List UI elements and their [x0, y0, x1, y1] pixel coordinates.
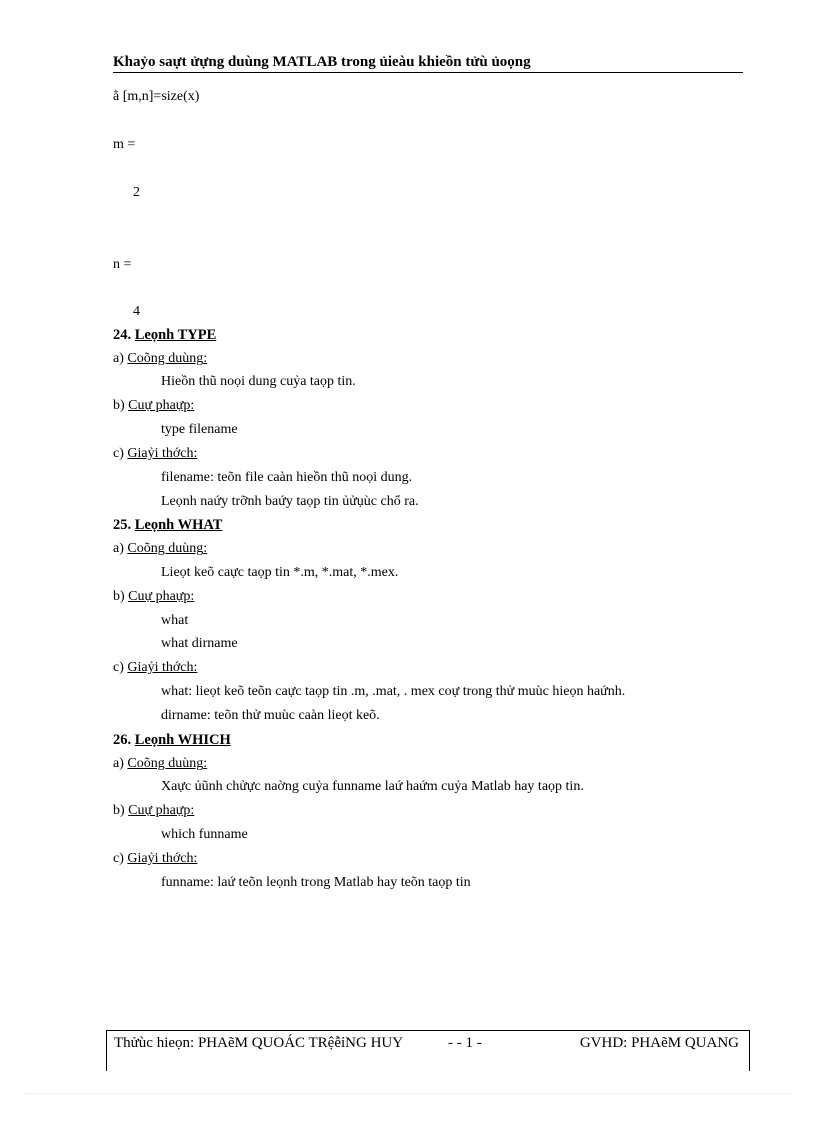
label-colon: : [190, 398, 195, 413]
label-colon: : [203, 756, 208, 771]
section-number: 24. [113, 327, 132, 343]
usage-text: Lieọt keõ caực taọp tin *.m, *.mat, *.mex. [161, 565, 399, 580]
code-m-value: 2 [133, 185, 140, 200]
explain-line: funname: laứ teõn leọnh trong Matlab hay teõn taọp tin [161, 875, 471, 890]
item-prefix: c) [113, 851, 124, 866]
explain-label: Giaỷi thớch [127, 851, 194, 866]
usage-text: Hieồn thũ noọi dung cuỷa taọp tin. [161, 374, 356, 389]
explain-line: Leọnh naứy trỡnh baứy taọp tin ủửụùc chổ ra. [161, 494, 419, 509]
section-heading [113, 326, 216, 344]
label-colon: : [203, 541, 208, 556]
syntax-row [113, 397, 194, 415]
usage-row [113, 350, 207, 368]
section-title: Leọnh WHAT [134, 517, 223, 533]
item-prefix: a) [113, 351, 124, 366]
explain-line: what: lieọt keõ teõn caực taọp tin .m, .mat, . mex coự trong thử muùc hieọn haứnh. [161, 684, 626, 699]
item-prefix: c) [113, 660, 124, 675]
usage-label: Coõng duùng [127, 351, 204, 366]
explain-row [113, 659, 197, 677]
footer-page-number: - - 1 - [448, 1035, 482, 1051]
syntax-line: which funname [161, 827, 248, 842]
label-colon: : [190, 589, 195, 604]
explain-row [113, 445, 197, 463]
syntax-label: Cuự phaựp [128, 398, 191, 413]
section-number: 26. [113, 732, 132, 748]
syntax-line: what [161, 613, 189, 628]
item-prefix: c) [113, 446, 124, 461]
usage-label: Coõng duùng [127, 756, 204, 771]
syntax-row [113, 802, 194, 820]
item-prefix: b) [113, 803, 125, 818]
explain-label: Giaỷi thớch [127, 446, 194, 461]
syntax-row [113, 588, 194, 606]
usage-text: Xaực ủũnh chửực naờng cuỷa funname laứ haứm cuỷa Matlab hay taọp tin. [161, 779, 584, 794]
usage-row [113, 540, 207, 558]
item-prefix: b) [113, 589, 125, 604]
label-colon: : [193, 660, 198, 675]
explain-line: filename: teõn file caàn hieồn thũ noọi dung. [161, 470, 413, 485]
usage-row [113, 755, 207, 773]
footer-advisor: GVHD: PHAẽM QUANG [579, 1035, 739, 1051]
explain-line: dirname: teõn thử muùc caàn lieọt keõ. [161, 708, 380, 723]
page-footer [106, 1030, 750, 1071]
code-command: ằ [m,n]=size(x) [113, 89, 200, 104]
item-prefix: a) [113, 756, 124, 771]
label-colon: : [193, 851, 198, 866]
item-prefix: a) [113, 541, 124, 556]
label-colon: : [193, 446, 198, 461]
label-colon: : [203, 351, 208, 366]
code-m-label: m = [113, 137, 136, 152]
explain-row [113, 850, 197, 868]
footer-author: Thửùc hieọn: PHAẽM QUOÁC TRệễỉNG HUY [114, 1035, 404, 1051]
item-prefix: b) [113, 398, 125, 413]
page-bottom-divider [24, 1093, 792, 1094]
code-n-value: 4 [133, 304, 140, 319]
code-n-label: n = [113, 257, 132, 272]
usage-label: Coõng duùng [127, 541, 204, 556]
syntax-line: what dirname [161, 636, 238, 651]
page-header: Khaỷo saựt ửựng duùng MATLAB trong ủieàu khieồn tửù ủoọng [113, 52, 743, 73]
syntax-line: type filename [161, 422, 238, 437]
section-heading [113, 731, 231, 749]
label-colon: : [190, 803, 195, 818]
syntax-label: Cuự phaựp [128, 589, 191, 604]
section-title: Leọnh WHICH [134, 732, 231, 748]
explain-label: Giaỷi thớch [127, 660, 194, 675]
syntax-label: Cuự phaựp [128, 803, 191, 818]
section-title: Leọnh TYPE [134, 327, 217, 343]
section-heading [113, 516, 222, 534]
section-number: 25. [113, 517, 132, 533]
